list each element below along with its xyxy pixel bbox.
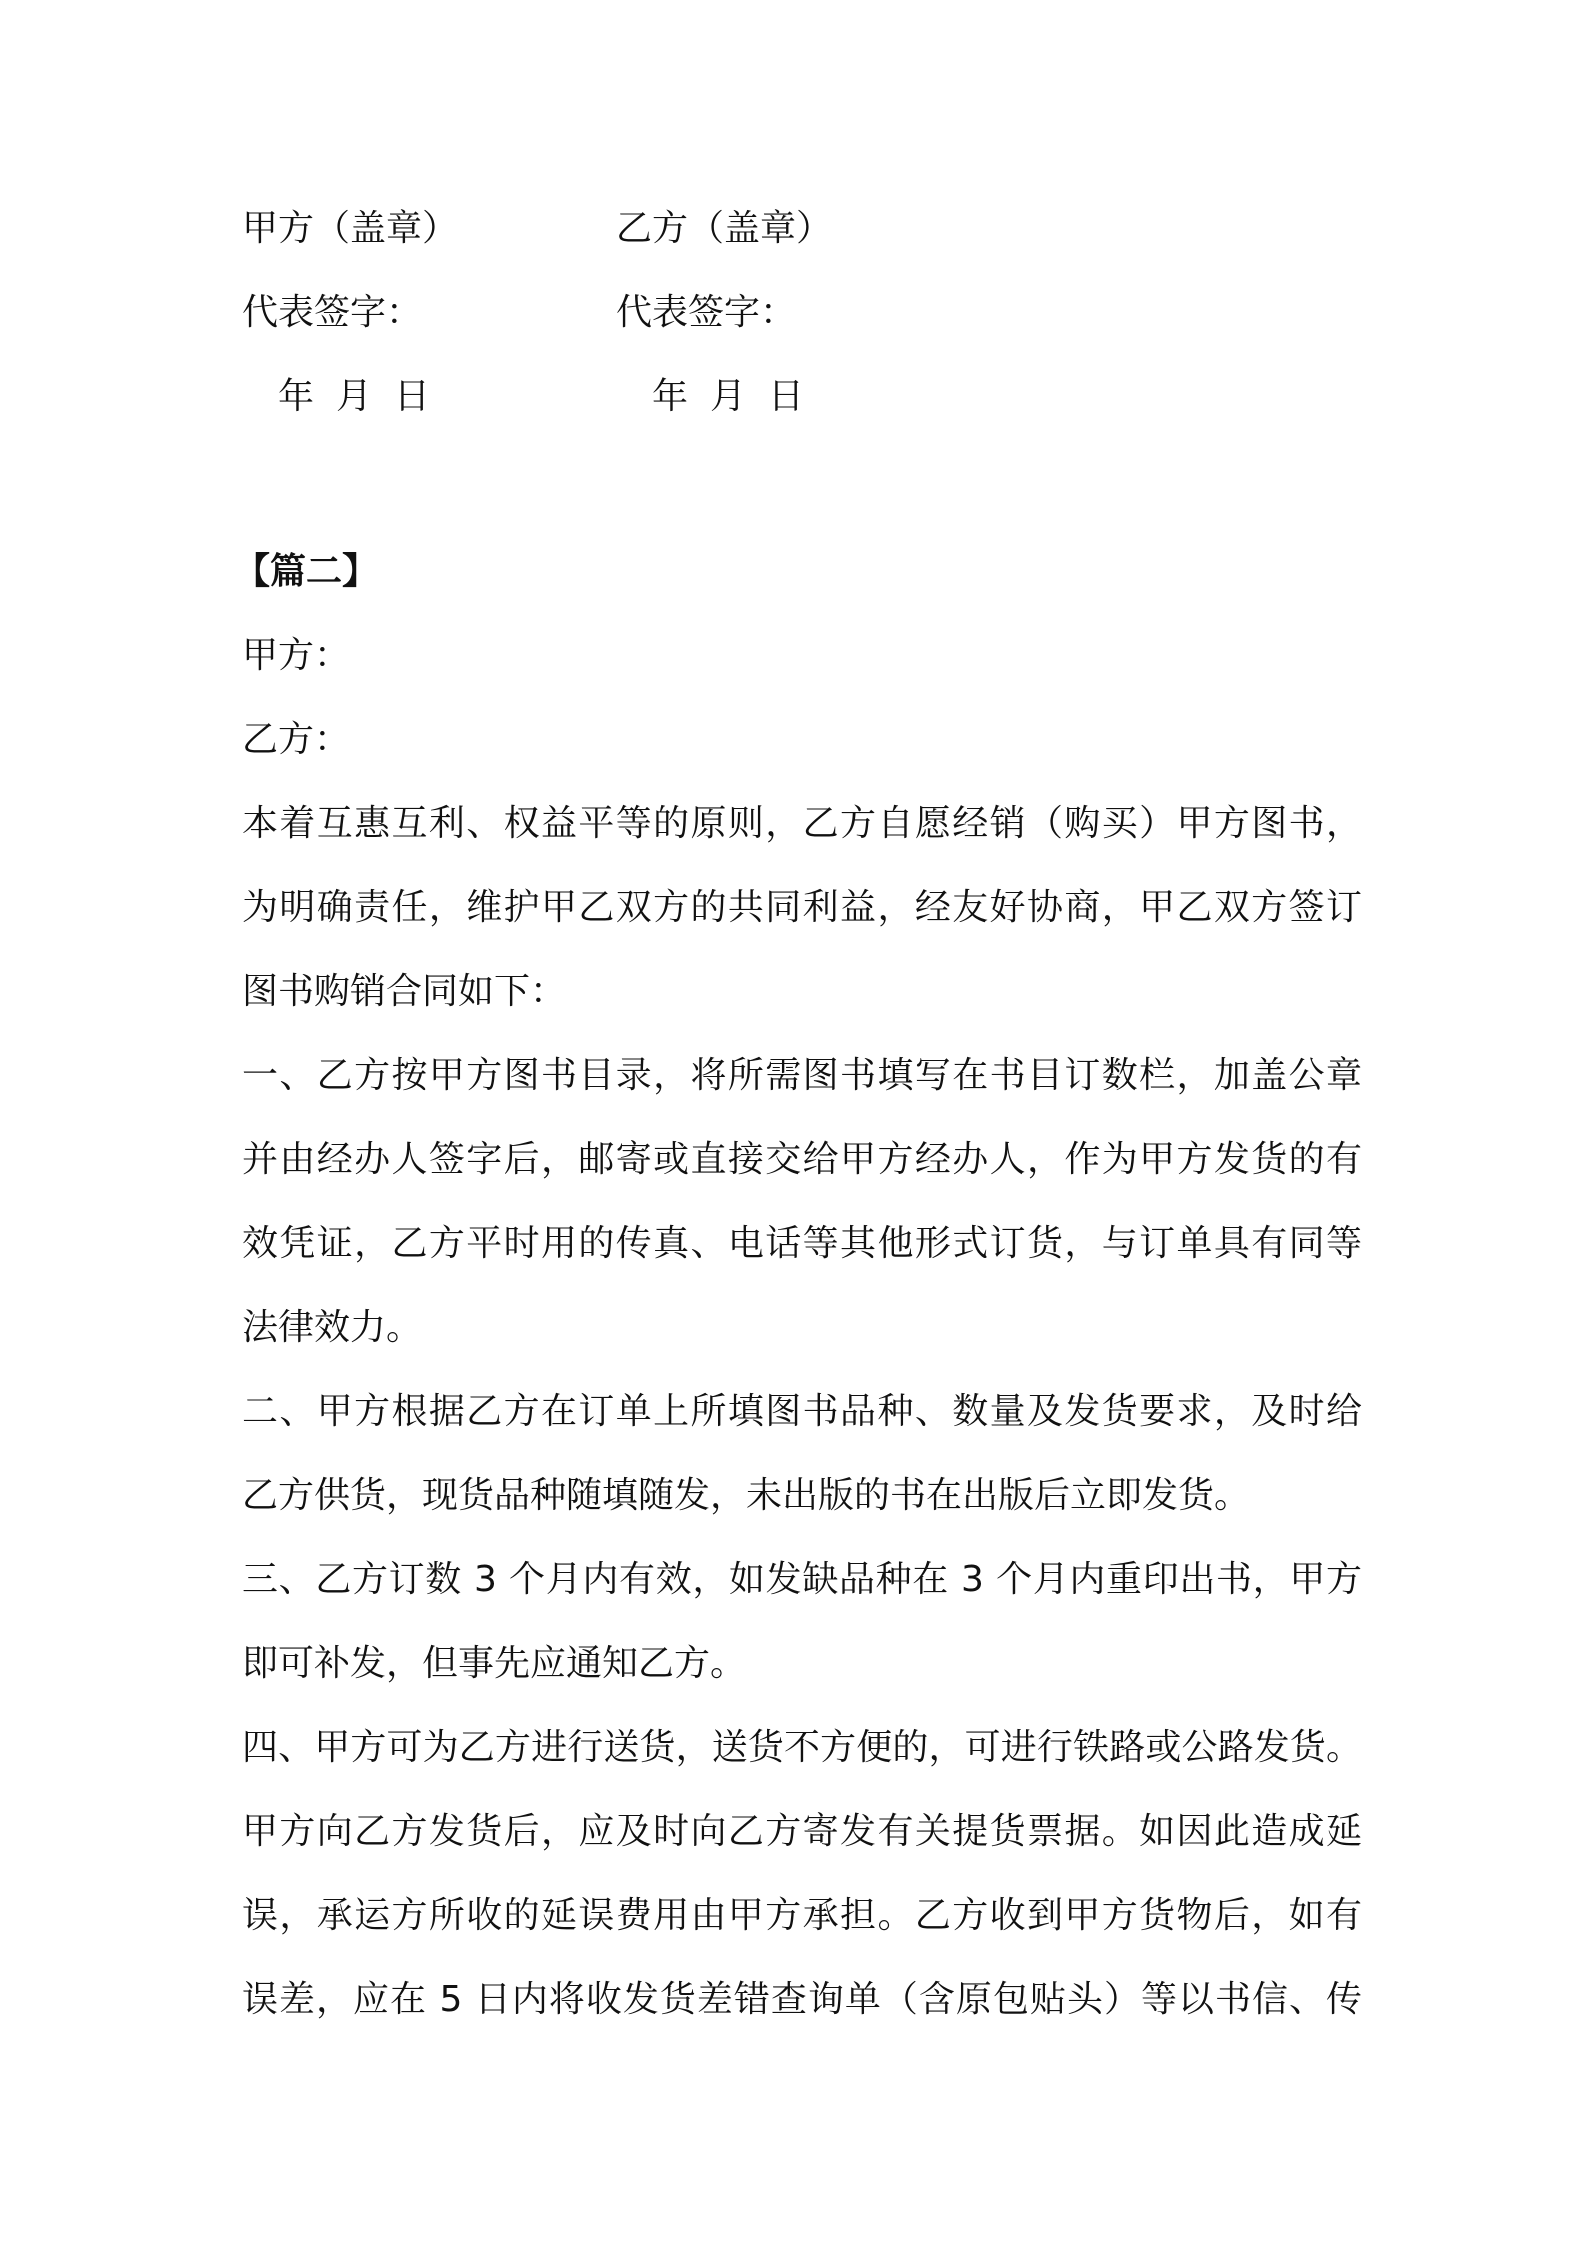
clause-3-line: 即可补发，但事先应通知乙方。 — [242, 1643, 747, 1684]
clause-4-line: 甲方向乙方发货后，应及时向乙方寄发有关提货票据。如因此造成延 — [242, 1811, 1362, 1852]
party-b-signature-label: 代表签字： — [616, 292, 797, 333]
contract-body — [234, 530, 1362, 2042]
date-year: 年 — [278, 376, 315, 417]
intro-line: 本着互惠互利、权益平等的原则，乙方自愿经销（购买）甲方图书， — [242, 803, 1362, 844]
party-b-date — [652, 367, 804, 427]
date-month: 月 — [336, 376, 373, 417]
clause-4-line: 误差，应在 5 日内将收发货差错查询单（含原包贴头）等以书信、传 — [242, 1979, 1362, 2020]
party-a-signature-label: 代表签字： — [242, 292, 423, 333]
party-b-label: 乙方： — [242, 719, 351, 760]
party-a-seal-label: 甲方（盖章） — [242, 208, 459, 249]
intro-line: 为明确责任，维护甲乙双方的共同利益，经友好协商，甲乙双方签订 — [242, 887, 1362, 928]
date-day: 日 — [394, 376, 431, 417]
clause-4-line: 误，承运方所收的延误费用由甲方承担。乙方收到甲方货物后，如有 — [242, 1895, 1362, 1936]
clause-1-line: 法律效力。 — [242, 1307, 423, 1348]
seal-row — [0, 199, 1586, 259]
date-year: 年 — [652, 376, 689, 417]
clause-1-line: 效凭证，乙方平时用的传真、电话等其他形式订货，与订单具有同等 — [242, 1223, 1362, 1264]
date-row — [0, 367, 1586, 427]
party-a-label: 甲方： — [242, 635, 351, 676]
clause-3-line: 三、乙方订数 3 个月内有效，如发缺品种在 3 个月内重印出书，甲方 — [242, 1559, 1362, 1600]
clause-4-line: 四、甲方可为乙方进行送货，送货不方便的，可进行铁路或公路发货。 — [242, 1727, 1362, 1768]
clause-2-line: 乙方供货，现货品种随填随发，未出版的书在出版后立即发货。 — [242, 1475, 1251, 1516]
party-b-seal-label: 乙方（盖章） — [616, 208, 833, 249]
party-a-date — [278, 367, 430, 427]
clause-1-line: 一、乙方按甲方图书目录，将所需图书填写在书目订数栏，加盖公章 — [242, 1055, 1362, 1096]
clause-2-line: 二、甲方根据乙方在订单上所填图书品种、数量及发货要求，及时给 — [242, 1391, 1362, 1432]
signature-row — [0, 283, 1586, 343]
section-heading: 【篇二】 — [234, 551, 379, 592]
date-day: 日 — [768, 376, 805, 417]
intro-line: 图书购销合同如下： — [242, 971, 567, 1012]
clause-1-line: 并由经办人签字后，邮寄或直接交给甲方经办人，作为甲方发货的有 — [242, 1139, 1362, 1180]
date-month: 月 — [710, 376, 747, 417]
